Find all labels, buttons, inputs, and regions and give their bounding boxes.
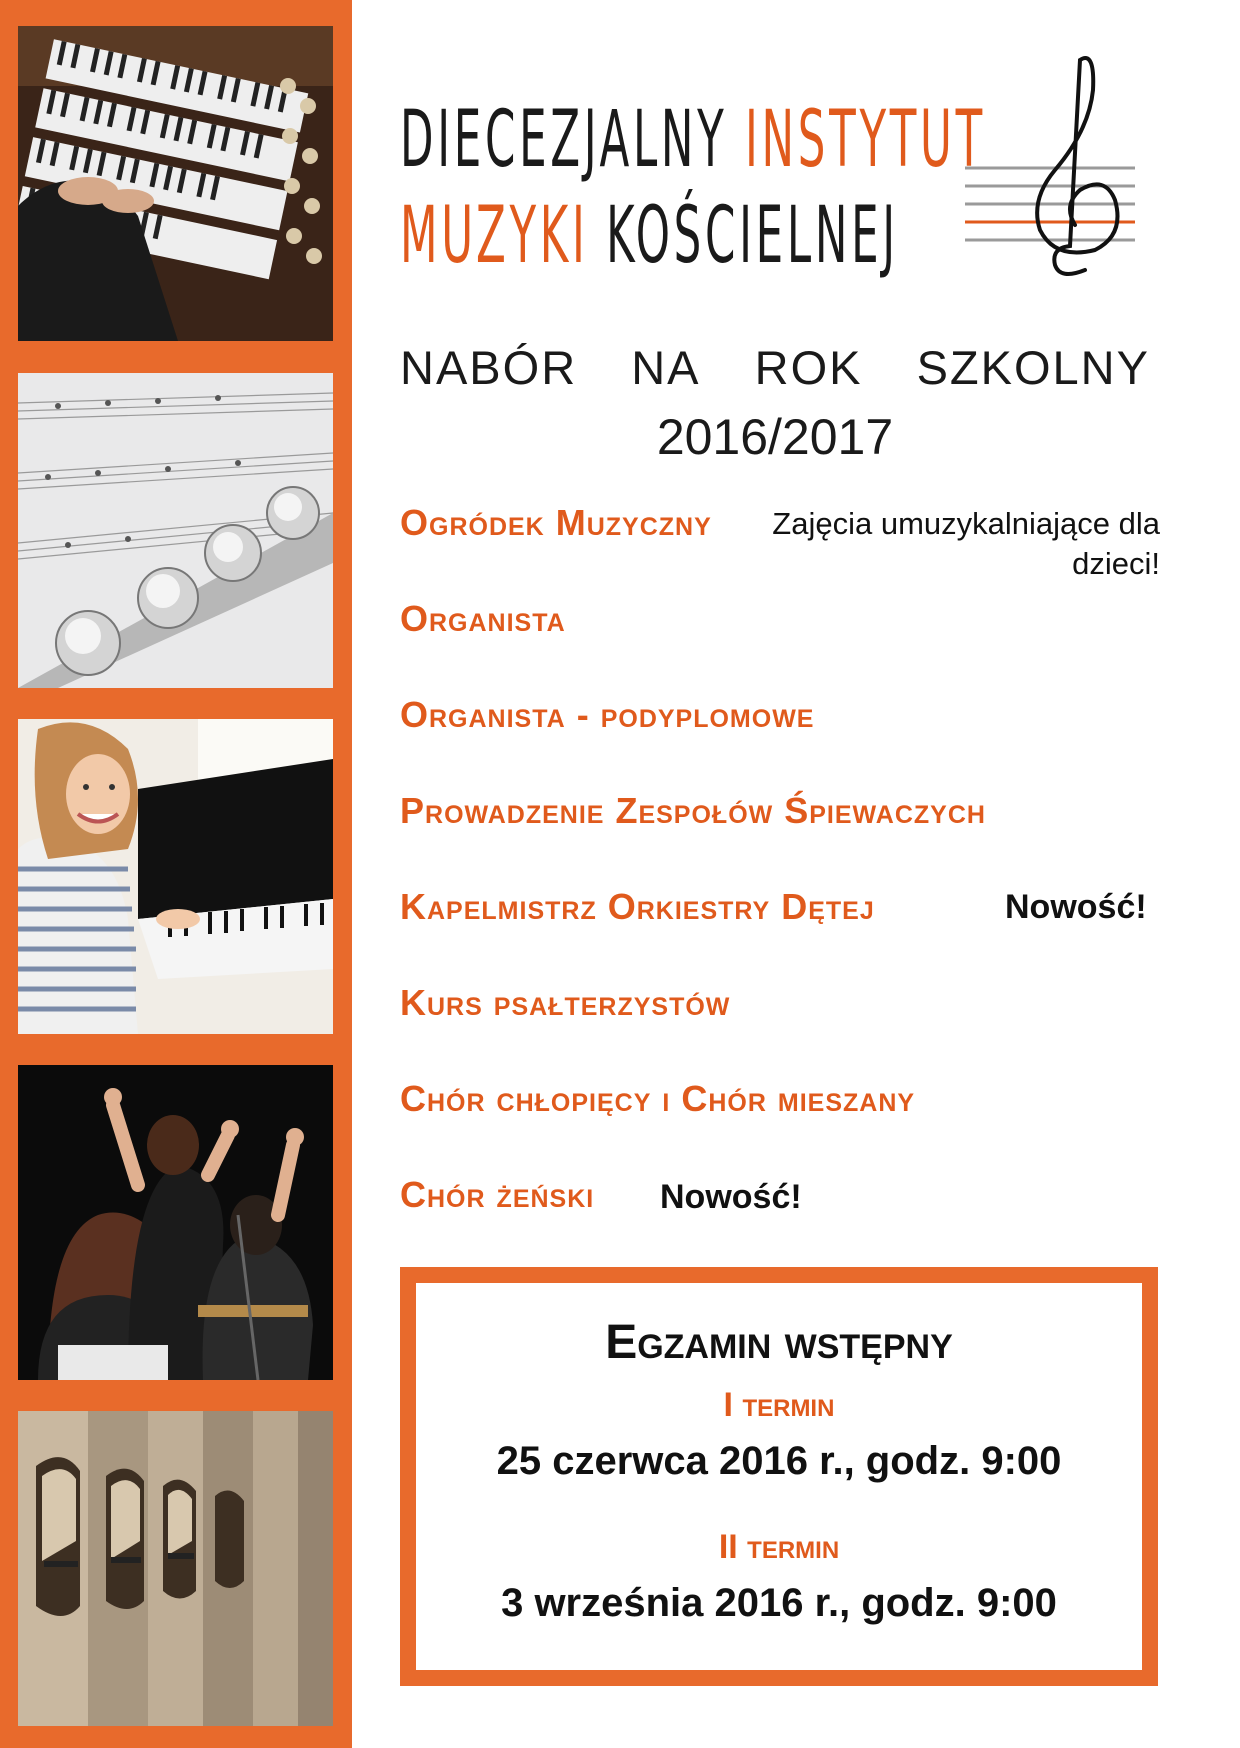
flute-sheet-music-image [18, 373, 333, 688]
choir-conductor-photo [18, 1065, 333, 1380]
entrance-exam-box [400, 1267, 1158, 1686]
course-chor-zenski: Chór żeński [400, 1174, 595, 1215]
course-organista: Organista [400, 598, 566, 639]
exam-term-2-label: II termin [718, 1528, 840, 1566]
heading-word: ROK [754, 341, 863, 394]
course-kapelmistrz: Kapelmistrz Orkiestry Dętej [400, 886, 875, 927]
logo-line-2 [400, 188, 958, 284]
logo-word-muzyki: MUZYKI [400, 191, 589, 281]
exam-term-1-label: I termin [723, 1386, 835, 1424]
heading-word: NABÓR [400, 341, 578, 394]
logo-word-koscielnej: KOŚCIELNEJ [606, 191, 899, 281]
course-ogrodek-muzyczny: Ogródek Muzyczny [400, 502, 712, 543]
heading-word: NA [631, 341, 701, 394]
recruitment-heading [400, 340, 1150, 395]
photo-sidebar [0, 0, 352, 1748]
course-prowadzenie-zespolow: Prowadzenie Zespołów Śpiewaczych [400, 790, 986, 831]
girl-piano-photo [18, 719, 333, 1034]
entrance-exam-content [416, 1283, 1142, 1670]
choir-conductor-image [18, 1065, 333, 1380]
logo-line-1 [400, 92, 986, 188]
exam-term-1-date: 25 czerwca 2016 r., godz. 9:00 [496, 1439, 1062, 1483]
logo-word-instytut: INSTYTUT [745, 95, 986, 185]
flute-sheet-music-photo [18, 373, 333, 688]
heading-word: SZKOLNY [916, 341, 1150, 394]
girl-piano-image [18, 719, 333, 1034]
course-chor-chlopiecy-mieszany: Chór chłopięcy i Chór mieszany [400, 1078, 916, 1119]
organ-pipes-image [18, 1411, 333, 1726]
organ-keyboard-image [18, 26, 333, 341]
logo-word-diecezjalny: DIECEZJALNY [400, 95, 728, 185]
course-kurs-psalterzystow: Kurs psałterzystów [400, 982, 731, 1023]
course-organista-podyplomowe: Organista - podyplomowe [400, 694, 815, 735]
organ-pipes-photo [18, 1411, 333, 1726]
exam-term-2-date: 3 września 2016 r., godz. 9:00 [501, 1581, 1057, 1625]
new-badge: Nowość! [660, 1178, 802, 1216]
exam-title: Egzamin wstępny [605, 1316, 953, 1369]
school-year: 2016/2017 [656, 409, 894, 465]
institute-logo [400, 92, 986, 284]
organ-keyboard-photo [18, 26, 333, 341]
course-note-ogrodek: Zajęcia umuzykalniające dla dzieci! [772, 506, 1160, 581]
new-badge: Nowość! [1005, 888, 1147, 926]
treble-clef-staff-icon [965, 50, 1155, 290]
